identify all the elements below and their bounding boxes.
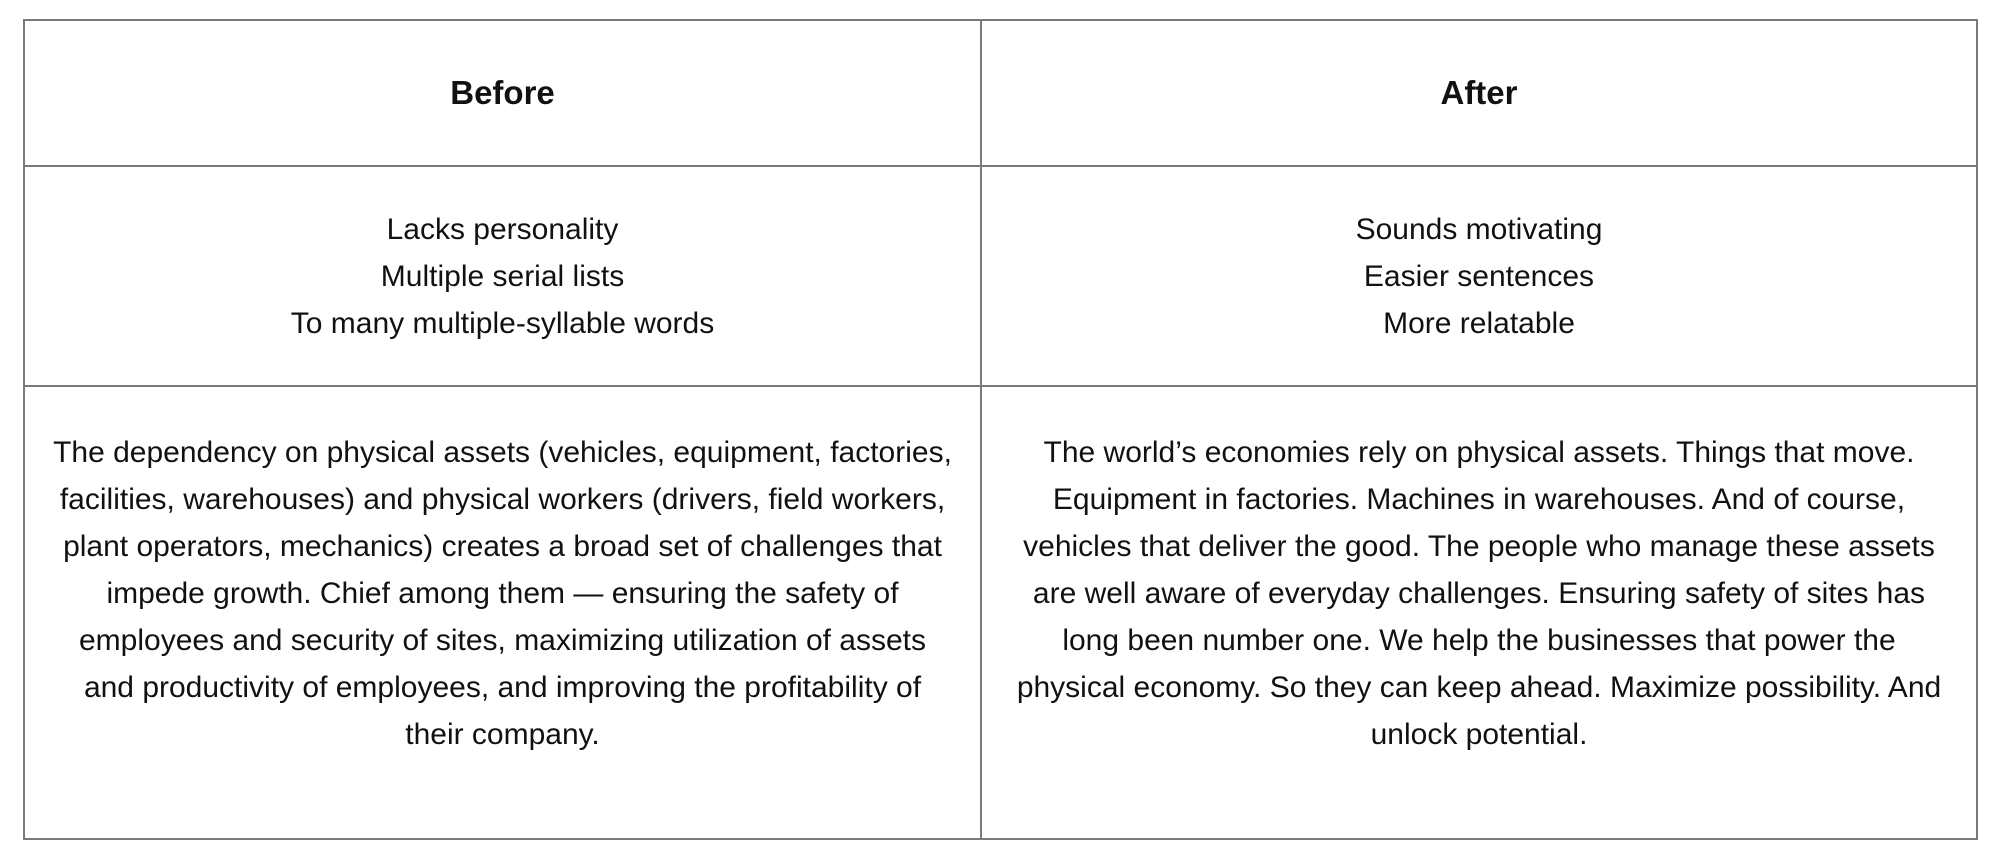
example-cell-after <box>982 387 1976 838</box>
trait-item: Multiple serial lists <box>380 259 625 293</box>
example-paragraph-after: The world’s economies rely on physical assets. Things that move. Equipment in factories. Machines in warehouses. And of course, vehicles that deliver the good. The people who manage these assets are well aware of everyday challenges. Ensuring safety of sites has long been number one. We help the businesses that power the physical economy. So they can keep ahead. Maximize possibility. And unlock potential. <box>1016 436 1942 751</box>
trait-item: To many multiple-syllable words <box>290 306 715 340</box>
traits-cell-after <box>982 167 1976 387</box>
trait-item: Lacks personality <box>386 212 619 246</box>
header-cell-after <box>982 21 1976 167</box>
header-cell-before <box>25 21 982 167</box>
before-after-table <box>23 19 1978 840</box>
traits-cell-before <box>25 167 982 387</box>
trait-item: More relatable <box>1383 306 1575 340</box>
column-header-before: Before <box>450 74 555 111</box>
example-cell-before <box>25 387 982 838</box>
trait-item: Easier sentences <box>1363 259 1595 293</box>
trait-item: Sounds motivating <box>1355 212 1603 246</box>
example-paragraph-before: The dependency on physical assets (vehicles, equipment, factories, facilities, warehouses) and physical workers (drivers, field workers, plant operators, mechanics) creates a broad set of challenges that impede growth. Chief among them — ensuring the safety of employees and security of sites, maximizing utilization of assets and productivity of employees, and improving the profitability of their company. <box>53 436 952 751</box>
column-header-after: After <box>1440 74 1518 111</box>
